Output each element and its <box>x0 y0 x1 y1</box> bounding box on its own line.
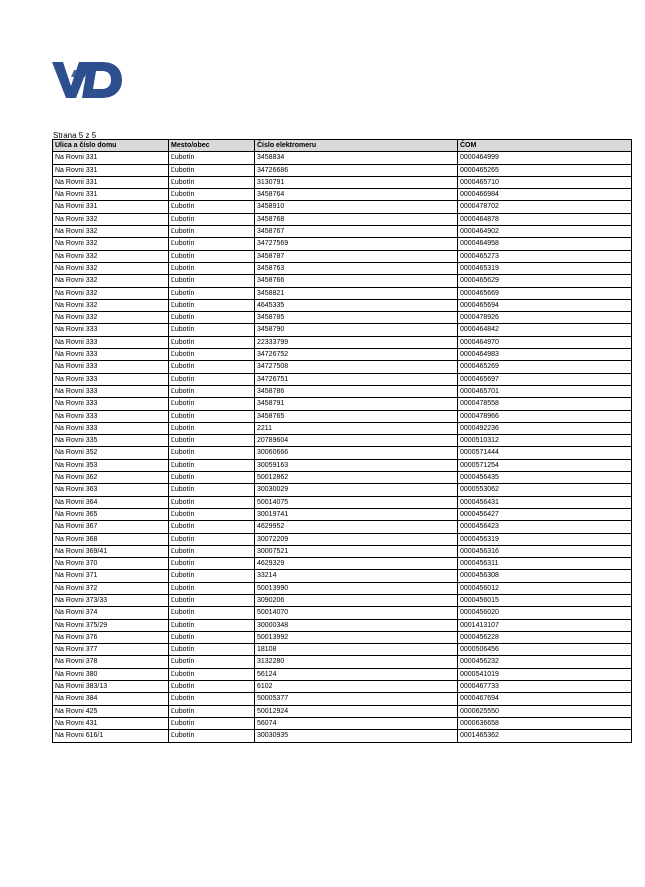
cell-meter-number: 3458786 <box>255 385 458 397</box>
cell-meter-number: 34726752 <box>255 349 458 361</box>
cell-address: Na Rovni 383/13 <box>53 681 169 693</box>
cell-city: Ľubotín <box>169 594 255 606</box>
table-row <box>53 349 632 361</box>
cell-com: 0000464958 <box>458 238 632 250</box>
cell-meter-number: 50013990 <box>255 582 458 594</box>
cell-address: Na Rovni 368 <box>53 533 169 545</box>
cell-address: Na Rovni 332 <box>53 226 169 238</box>
cell-city: Ľubotín <box>169 385 255 397</box>
cell-meter-number: 4629329 <box>255 558 458 570</box>
cell-meter-number: 3458766 <box>255 275 458 287</box>
cell-city: Ľubotín <box>169 644 255 656</box>
cell-meter-number: 22333799 <box>255 336 458 348</box>
cell-address: Na Rovni 333 <box>53 349 169 361</box>
cell-address: Na Rovni 332 <box>53 275 169 287</box>
table-row <box>53 385 632 397</box>
header-com: ČOM <box>458 140 632 152</box>
cell-city: Ľubotín <box>169 422 255 434</box>
cell-meter-number: 30007521 <box>255 545 458 557</box>
cell-city: Ľubotín <box>169 558 255 570</box>
cell-com: 0000465269 <box>458 361 632 373</box>
cell-meter-number: 3090206 <box>255 594 458 606</box>
table-row <box>53 398 632 410</box>
cell-address: Na Rovni 363 <box>53 484 169 496</box>
cell-address: Na Rovni 616/1 <box>53 730 169 742</box>
cell-city: Ľubotín <box>169 238 255 250</box>
cell-com: 0000510312 <box>458 435 632 447</box>
cell-address: Na Rovni 333 <box>53 373 169 385</box>
table-row <box>53 189 632 201</box>
cell-city: Ľubotín <box>169 730 255 742</box>
table-row <box>53 644 632 656</box>
cell-city: Ľubotín <box>169 213 255 225</box>
cell-com: 0000456232 <box>458 656 632 668</box>
cell-com: 0000553062 <box>458 484 632 496</box>
cell-com: 0000456015 <box>458 594 632 606</box>
table-row <box>53 730 632 742</box>
cell-city: Ľubotín <box>169 459 255 471</box>
table-row <box>53 619 632 631</box>
cell-meter-number: 3458790 <box>255 324 458 336</box>
table-row <box>53 312 632 324</box>
table-row <box>53 324 632 336</box>
cell-city: Ľubotín <box>169 250 255 262</box>
cell-com: 0000465710 <box>458 176 632 188</box>
cell-meter-number: 50014070 <box>255 607 458 619</box>
table-row <box>53 717 632 729</box>
cell-address: Na Rovni 332 <box>53 213 169 225</box>
cell-meter-number: 6102 <box>255 681 458 693</box>
cell-address: Na Rovni 375/29 <box>53 619 169 631</box>
table-row <box>53 668 632 680</box>
cell-com: 0000465265 <box>458 164 632 176</box>
table-row <box>53 361 632 373</box>
cell-meter-number: 3458787 <box>255 250 458 262</box>
cell-city: Ľubotín <box>169 299 255 311</box>
cell-address: Na Rovni 332 <box>53 238 169 250</box>
cell-city: Ľubotín <box>169 582 255 594</box>
table-row <box>53 226 632 238</box>
cell-meter-number: 3132280 <box>255 656 458 668</box>
table-row <box>53 201 632 213</box>
cell-meter-number: 18108 <box>255 644 458 656</box>
cell-city: Ľubotín <box>169 349 255 361</box>
cell-com: 0000465629 <box>458 275 632 287</box>
cell-address: Na Rovni 364 <box>53 496 169 508</box>
cell-city: Ľubotín <box>169 607 255 619</box>
table-row <box>53 558 632 570</box>
cell-city: Ľubotín <box>169 656 255 668</box>
cell-city: Ľubotín <box>169 398 255 410</box>
cell-city: Ľubotín <box>169 324 255 336</box>
cell-meter-number: 50012862 <box>255 472 458 484</box>
cell-com: 0000467694 <box>458 693 632 705</box>
table-row <box>53 336 632 348</box>
table-row <box>53 275 632 287</box>
cell-meter-number: 2211 <box>255 422 458 434</box>
cell-com: 0000636658 <box>458 717 632 729</box>
cell-com: 0000456435 <box>458 472 632 484</box>
cell-com: 0000464842 <box>458 324 632 336</box>
cell-address: Na Rovni 362 <box>53 472 169 484</box>
cell-com: 0000456228 <box>458 631 632 643</box>
cell-city: Ľubotín <box>169 681 255 693</box>
cell-city: Ľubotín <box>169 619 255 631</box>
cell-meter-number: 34726686 <box>255 164 458 176</box>
cell-com: 0000465273 <box>458 250 632 262</box>
cell-city: Ľubotín <box>169 164 255 176</box>
cell-meter-number: 4645335 <box>255 299 458 311</box>
table-row <box>53 152 632 164</box>
cell-city: Ľubotín <box>169 693 255 705</box>
table-row <box>53 213 632 225</box>
table-row <box>53 631 632 643</box>
cell-meter-number: 3458834 <box>255 152 458 164</box>
cell-com: 0000456012 <box>458 582 632 594</box>
cell-address: Na Rovni 371 <box>53 570 169 582</box>
cell-meter-number: 30030935 <box>255 730 458 742</box>
cell-meter-number: 30059163 <box>255 459 458 471</box>
table-row <box>53 508 632 520</box>
cell-meter-number: 3130791 <box>255 176 458 188</box>
cell-city: Ľubotín <box>169 631 255 643</box>
cell-com: 0000478558 <box>458 398 632 410</box>
cell-address: Na Rovni 331 <box>53 152 169 164</box>
table-row <box>53 299 632 311</box>
cell-meter-number: 30019741 <box>255 508 458 520</box>
table-row <box>53 705 632 717</box>
cell-address: Na Rovni 333 <box>53 336 169 348</box>
cell-meter-number: 3458785 <box>255 312 458 324</box>
cell-city: Ľubotín <box>169 668 255 680</box>
cell-meter-number: 3458767 <box>255 226 458 238</box>
table-row <box>53 176 632 188</box>
cell-city: Ľubotín <box>169 508 255 520</box>
cell-com: 0000456427 <box>458 508 632 520</box>
cell-meter-number: 3458768 <box>255 213 458 225</box>
cell-city: Ľubotín <box>169 472 255 484</box>
cell-city: Ľubotín <box>169 189 255 201</box>
cell-city: Ľubotín <box>169 312 255 324</box>
cell-com: 0000466984 <box>458 189 632 201</box>
cell-city: Ľubotín <box>169 410 255 422</box>
cell-address: Na Rovni 376 <box>53 631 169 643</box>
cell-city: Ľubotín <box>169 570 255 582</box>
cell-address: Na Rovni 332 <box>53 262 169 274</box>
cell-address: Na Rovni 384 <box>53 693 169 705</box>
cell-meter-number: 56124 <box>255 668 458 680</box>
cell-city: Ľubotín <box>169 717 255 729</box>
cell-address: Na Rovni 365 <box>53 508 169 520</box>
cell-city: Ľubotín <box>169 152 255 164</box>
cell-meter-number: 30030029 <box>255 484 458 496</box>
cell-city: Ľubotín <box>169 705 255 717</box>
cell-address: Na Rovni 333 <box>53 361 169 373</box>
cell-meter-number: 34726751 <box>255 373 458 385</box>
cell-city: Ľubotín <box>169 226 255 238</box>
header-address: Ulica a číslo domu <box>53 140 169 152</box>
cell-com: 0000465694 <box>458 299 632 311</box>
cell-meter-number: 30072209 <box>255 533 458 545</box>
company-logo <box>52 60 122 100</box>
cell-city: Ľubotín <box>169 496 255 508</box>
cell-meter-number: 50012924 <box>255 705 458 717</box>
table-row <box>53 533 632 545</box>
cell-city: Ľubotín <box>169 176 255 188</box>
cell-com: 0000506456 <box>458 644 632 656</box>
cell-address: Na Rovni 335 <box>53 435 169 447</box>
table-row <box>53 373 632 385</box>
cell-com: 0000465697 <box>458 373 632 385</box>
table-row <box>53 594 632 606</box>
table-row <box>53 582 632 594</box>
cell-meter-number: 34727569 <box>255 238 458 250</box>
cell-address: Na Rovni 369/41 <box>53 545 169 557</box>
cell-com: 0000456319 <box>458 533 632 545</box>
cell-address: Na Rovni 370 <box>53 558 169 570</box>
table-row <box>53 545 632 557</box>
table-header-row <box>53 140 632 152</box>
cell-com: 0000625550 <box>458 705 632 717</box>
cell-meter-number: 4629952 <box>255 521 458 533</box>
cell-city: Ľubotín <box>169 201 255 213</box>
table-row <box>53 164 632 176</box>
cell-meter-number: 3458910 <box>255 201 458 213</box>
cell-address: Na Rovni 425 <box>53 705 169 717</box>
cell-address: Na Rovni 333 <box>53 385 169 397</box>
cell-meter-number: 50005377 <box>255 693 458 705</box>
cell-com: 0000464999 <box>458 152 632 164</box>
table-row <box>53 238 632 250</box>
cell-address: Na Rovni 353 <box>53 459 169 471</box>
cell-com: 0000464983 <box>458 349 632 361</box>
cell-com: 0000478702 <box>458 201 632 213</box>
table-row <box>53 262 632 274</box>
cell-address: Na Rovni 378 <box>53 656 169 668</box>
cell-address: Na Rovni 333 <box>53 398 169 410</box>
cell-address: Na Rovni 372 <box>53 582 169 594</box>
cell-meter-number: 30000348 <box>255 619 458 631</box>
cell-meter-number: 3458764 <box>255 189 458 201</box>
cell-city: Ľubotín <box>169 435 255 447</box>
cell-address: Na Rovni 333 <box>53 410 169 422</box>
cell-com: 0000464878 <box>458 213 632 225</box>
cell-com: 0000456316 <box>458 545 632 557</box>
cell-address: Na Rovni 373/33 <box>53 594 169 606</box>
cell-com: 0000465319 <box>458 262 632 274</box>
cell-meter-number: 33214 <box>255 570 458 582</box>
cell-meter-number: 3458791 <box>255 398 458 410</box>
cell-com: 0000465701 <box>458 385 632 397</box>
table-row <box>53 472 632 484</box>
table-row <box>53 484 632 496</box>
cell-city: Ľubotín <box>169 361 255 373</box>
cell-meter-number: 50013992 <box>255 631 458 643</box>
cell-address: Na Rovni 431 <box>53 717 169 729</box>
table-row <box>53 693 632 705</box>
cell-meter-number: 3458765 <box>255 410 458 422</box>
cell-com: 0000465669 <box>458 287 632 299</box>
cell-meter-number: 3458821 <box>255 287 458 299</box>
cell-address: Na Rovni 331 <box>53 164 169 176</box>
header-meter-number: Číslo elektromeru <box>255 140 458 152</box>
cell-com: 0000571254 <box>458 459 632 471</box>
cell-address: Na Rovni 374 <box>53 607 169 619</box>
cell-address: Na Rovni 333 <box>53 422 169 434</box>
cell-address: Na Rovni 377 <box>53 644 169 656</box>
cell-address: Na Rovni 367 <box>53 521 169 533</box>
table-row <box>53 607 632 619</box>
table-row <box>53 250 632 262</box>
cell-com: 0000456431 <box>458 496 632 508</box>
cell-com: 0000456308 <box>458 570 632 582</box>
cell-meter-number: 56074 <box>255 717 458 729</box>
cell-meter-number: 34727508 <box>255 361 458 373</box>
table-body <box>53 152 632 742</box>
header-city: Mesto/obec <box>169 140 255 152</box>
cell-city: Ľubotín <box>169 545 255 557</box>
cell-address: Na Rovni 331 <box>53 189 169 201</box>
table-row <box>53 681 632 693</box>
cell-city: Ľubotín <box>169 262 255 274</box>
cell-com: 0000456311 <box>458 558 632 570</box>
cell-com: 0000467733 <box>458 681 632 693</box>
cell-city: Ľubotín <box>169 521 255 533</box>
meter-table <box>52 139 632 743</box>
table-row <box>53 459 632 471</box>
table-row <box>53 570 632 582</box>
page-number: Strana 5 z 5 <box>53 131 97 140</box>
cell-city: Ľubotín <box>169 373 255 385</box>
cell-address: Na Rovni 333 <box>53 324 169 336</box>
table-row <box>53 496 632 508</box>
cell-com: 0000571444 <box>458 447 632 459</box>
cell-address: Na Rovni 331 <box>53 201 169 213</box>
cell-address: Na Rovni 332 <box>53 250 169 262</box>
table-row <box>53 521 632 533</box>
cell-com: 0000456020 <box>458 607 632 619</box>
cell-city: Ľubotín <box>169 447 255 459</box>
cell-address: Na Rovni 332 <box>53 312 169 324</box>
cell-address: Na Rovni 331 <box>53 176 169 188</box>
cell-com: 0000464970 <box>458 336 632 348</box>
cell-address: Na Rovni 380 <box>53 668 169 680</box>
cell-address: Na Rovni 332 <box>53 287 169 299</box>
cell-com: 0000492236 <box>458 422 632 434</box>
cell-city: Ľubotín <box>169 533 255 545</box>
cell-meter-number: 50014075 <box>255 496 458 508</box>
table-row <box>53 287 632 299</box>
cell-com: 0000478966 <box>458 410 632 422</box>
table-row <box>53 447 632 459</box>
cell-com: 0000541019 <box>458 668 632 680</box>
cell-city: Ľubotín <box>169 484 255 496</box>
cell-meter-number: 3458763 <box>255 262 458 274</box>
cell-com: 0000456423 <box>458 521 632 533</box>
table-row <box>53 656 632 668</box>
cell-city: Ľubotín <box>169 336 255 348</box>
table-row <box>53 435 632 447</box>
cell-com: 0001413107 <box>458 619 632 631</box>
cell-meter-number: 20789604 <box>255 435 458 447</box>
cell-address: Na Rovni 352 <box>53 447 169 459</box>
cell-com: 0000478926 <box>458 312 632 324</box>
cell-meter-number: 30060666 <box>255 447 458 459</box>
cell-city: Ľubotín <box>169 287 255 299</box>
cell-city: Ľubotín <box>169 275 255 287</box>
cell-com: 0001465362 <box>458 730 632 742</box>
cell-address: Na Rovni 332 <box>53 299 169 311</box>
table-row <box>53 422 632 434</box>
table-row <box>53 410 632 422</box>
cell-com: 0000464902 <box>458 226 632 238</box>
